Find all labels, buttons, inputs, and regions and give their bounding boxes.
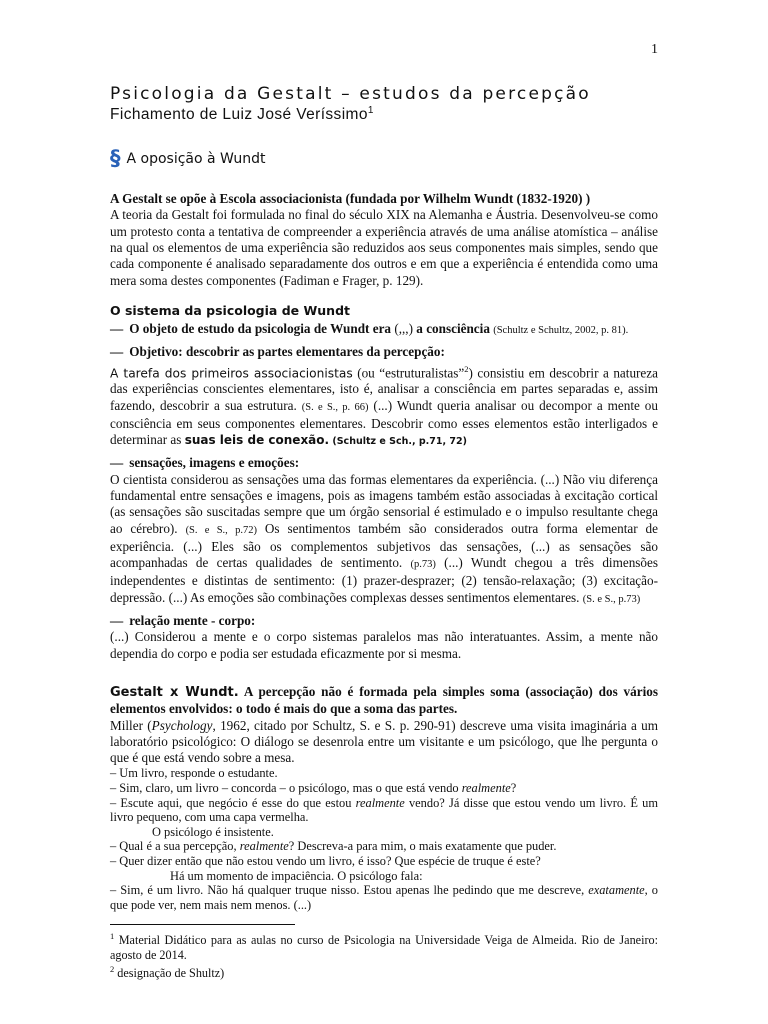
- wundt-item-sensations-text: [110, 472, 658, 608]
- footnote-text: designação de Shultz): [114, 966, 225, 981]
- miller-text-a: Miller (: [110, 717, 152, 733]
- wundt-item-mind-body-text: (...) Considerou a mente e o corpo sistemas paralelos mas não interatuantes. Assim, a mente não dependia do corpo e podia ser estudada eficazmente por si mesma.: [110, 629, 658, 661]
- dialogue-text: – Qual é a sua percepção,: [110, 839, 240, 854]
- gestalt-x-wundt-label: Gestalt x Wundt.: [110, 684, 239, 700]
- footnote-marker: 2: [110, 964, 115, 975]
- dialogue-narration: O psicólogo é insistente.: [152, 824, 274, 839]
- wundt-system-heading: O sistema da psicologia de Wundt: [110, 302, 350, 318]
- dialogue-emphasis: exatamente: [588, 883, 645, 898]
- item-citation: (Schultz e Schultz, 2002, p. 81).: [493, 324, 629, 336]
- document-title: Psicologia da Gestalt – estudos da percepção: [110, 84, 591, 104]
- intro-paragraph: A teoria da Gestalt foi formulada no final do século XIX na Alemanha e Áustria. Desenvolveu-se como um protesto conta a tentativa de compreender a experiência através de uma análise atomística – análise na qual os elementos de uma experiência são reduzidos aos seus componentes mais simples, sendo que cada componente é analisado separadamente dos outros e em que a experiência é entendida como uma mera soma destes componentes (Fadiman e Frager, p. 129).: [110, 207, 658, 288]
- dialogue-line: [110, 883, 658, 912]
- item-citation-2: (p.73): [410, 559, 436, 571]
- dialogue-text: vendo? Já disse que estou vendo um livro. É um livro pequeno, com uma capa vermelha.: [110, 795, 658, 825]
- dialogue-emphasis: realmente: [355, 795, 405, 810]
- item-bold: sensações, imagens e emoções:: [129, 455, 300, 471]
- dialogue-text: – Sim, claro, um livro – concorda – o psicólogo, mas o que está vendo: [110, 781, 462, 796]
- dash-marker: —: [110, 344, 124, 360]
- item-sans-bold: suas leis de conexão.: [184, 433, 330, 448]
- footnote-1: [110, 929, 658, 962]
- dialogue-emphasis: realmente: [239, 839, 289, 854]
- item-text-3: (...) Wundt chegou a três dimensões independentes e distintas de sentimento: (1) prazer-desprazer; (2) tensão-relaxação; (3) excitação-depressão. (...) As emoções são combinações complexas desses sentimentos elementares.: [110, 555, 658, 605]
- gestalt-vs-wundt-lead: [110, 684, 658, 718]
- section-heading: [110, 148, 658, 169]
- dialogue-line: – Quer dizer então que não estou vendo um livro, é isso? Que espécie de truque é este?: [110, 854, 541, 869]
- document-page: [110, 40, 658, 981]
- miller-paragraph: [110, 718, 658, 767]
- dialogue-emphasis: realmente: [461, 781, 511, 796]
- item-bold-b: a consciência: [416, 320, 490, 336]
- footnote-marker: 1: [110, 931, 115, 942]
- item-citation-1: (S. e S., p. 66): [301, 401, 369, 413]
- footnote-ref-2: 2: [464, 363, 469, 374]
- dash-marker: —: [110, 455, 124, 471]
- dialogue-text: – Escute aqui, que negócio é esse do que estou: [110, 795, 356, 810]
- gestalt-thesis: A percepção não é formada pela simples soma (associação) dos vários elementos envolvidos: o todo é mais do que a soma das partes.: [110, 683, 658, 717]
- dialogue-text: ?: [510, 781, 517, 796]
- miller-book-title: Psychology: [151, 717, 213, 733]
- dialogue-line: [110, 796, 658, 825]
- miller-text-b: , 1962, citado por Schultz, S. e S. p. 290-91) descreve uma visita imaginária a um laboratório psicológico: O diálogo se desenrola entre um visitante e um psicólogo, que lhe pergunta o que é que está vendo sobre a mesa.: [110, 717, 658, 766]
- footnote-ref-1: 1: [367, 105, 374, 116]
- footnote-text: Material Didático para as aulas no curso de Psicologia na Universidade Veiga de Almeida. Rio de Janeiro: agosto de 2014.: [110, 933, 658, 962]
- footnote-2: [110, 962, 658, 981]
- item-text-1: O cientista considerou as sensações uma das formas elementares da experiência. (...) Não viu diferença fundamental entre sensações e imagens, pois as imagens também estão associadas à excitação cortical (as sensações são suscitadas sempre que um órgão sensorial é estimulado e o impulso resultante chega ao cérebro).: [110, 471, 658, 536]
- dialogue-text: – Sim, é um livro. Não há qualquer truque nisso. Estou apenas lhe pedindo que me descreve,: [110, 883, 589, 898]
- dialogue: [110, 766, 658, 912]
- item-text-1: ) consistiu em descobrir a natureza das experiências conscientes elementares, isto é, analisar a consciência em partes separadas e, assim fazendo, descobrir a sua estrutura.: [110, 364, 658, 413]
- item-citation-2: (Schultz e Sch., p.71, 72): [332, 436, 467, 448]
- dialogue-text: ? Descreva-a para mim, o mais exatamente que puder.: [288, 839, 557, 854]
- wundt-item-object: [110, 321, 658, 339]
- dialogue-line: – Um livro, responde o estudante.: [110, 766, 278, 781]
- section-heading-text: A oposição à Wundt: [126, 150, 266, 167]
- item-mid: (,,,): [391, 320, 417, 336]
- item-bold: Objetivo: descobrir as partes elementares da percepção:: [129, 344, 445, 360]
- wundt-item-mind-body-label: [110, 613, 658, 629]
- footnote-divider: [110, 924, 295, 925]
- item-citation-3: (S. e S., p.73): [582, 593, 641, 605]
- intro-bold-line: A Gestalt se opõe à Escola associacionista (fundada por Wilhelm Wundt (1832-1920) ): [110, 191, 591, 207]
- item-citation-1: (S. e S., p.72): [185, 524, 257, 536]
- item-sans-lead: A tarefa dos primeiros associacionistas: [110, 365, 353, 380]
- wundt-item-objective-label: [110, 344, 658, 360]
- dialogue-line: [110, 781, 658, 796]
- dash-marker: —: [110, 320, 124, 336]
- dialogue-line: [110, 839, 658, 854]
- subtitle-text: Fichamento de Luiz José Veríssimo: [110, 106, 368, 124]
- wundt-item-sensations-label: [110, 455, 658, 471]
- item-text-2: (...) Wundt queria analisar ou decompor a mente ou consciência em seus componentes elementares. Descobrir como esses elementos estão interligados e determinar as: [110, 397, 658, 448]
- dash-marker: —: [110, 613, 124, 629]
- dialogue-text: , o que pode ver, nem mais nem menos. (...): [110, 883, 658, 912]
- section-sign-icon: §: [110, 146, 121, 171]
- wundt-item-objective-text: [110, 361, 658, 451]
- item-lead-rest: (ou “estruturalistas”: [352, 364, 465, 380]
- document-subtitle: [110, 105, 658, 124]
- item-bold: relação mente - corpo:: [129, 613, 256, 629]
- page-number: 1: [651, 42, 658, 57]
- dialogue-narration: Há um momento de impaciência. O psicólogo fala:: [170, 868, 423, 883]
- item-text-2: Os sentimentos também são considerados outra forma elementar de experiência. (...) Eles são os complementos subjetivos das sensações, (...) as sensações são acompanhadas de certas qualidades de sentimento.: [110, 520, 658, 571]
- item-bold-a: O objeto de estudo da psicologia de Wundt era: [129, 320, 392, 336]
